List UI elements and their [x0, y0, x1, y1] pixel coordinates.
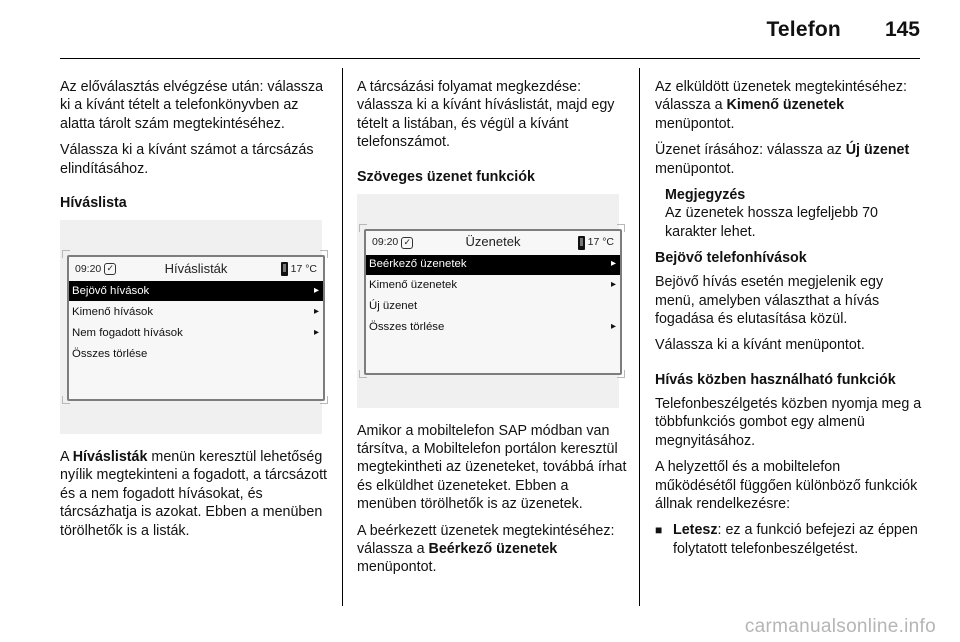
menu-item-incoming-calls[interactable]: Bejövő hívások ▸ — [69, 281, 323, 301]
paragraph: A Híváslisták menün keresztül lehetőség nyílik megtekinteni a fogadott, a tárcsázott és a nem fogadott hívásokat, és tárcsázhatja is azokat. Ebben a menüben törölhetők is a listák. — [60, 449, 328, 539]
chevron-right-icon: ▸ — [313, 284, 319, 296]
note-title: Megjegyzés — [665, 187, 746, 204]
clock: 09:20 — [372, 236, 399, 249]
heading-sms-functions: Szöveges üzenet funkciók — [357, 168, 535, 185]
display-screen — [67, 255, 325, 401]
heading-in-call-functions: Hívás közben használható funkciók — [655, 371, 896, 388]
paragraph: Amikor a mobiltelefon SAP módban van társítva, a Mobiltelefon portálon keresztül megtekintheti az üzeneteket, továbbá írhat és elküldhet üzeneteket. Ebben a menüben törölhetők is az üzenetek. — [357, 422, 627, 513]
column-1 — [60, 78, 328, 548]
chevron-right-icon: ▸ — [313, 326, 319, 338]
page-header — [766, 18, 920, 42]
screen-title: Híváslisták — [164, 260, 228, 276]
menu-item-delete-all[interactable]: Összes törlése ▸ — [366, 318, 620, 338]
paragraph: Válassza ki a kívánt számot a tárcsázás elindításához. — [60, 142, 314, 177]
paragraph: Bejövő hívás esetén megjelenik egy menü, amelyben választhat a hívás fogadása és elutasítása közül. — [655, 274, 884, 328]
column-3 — [655, 78, 925, 558]
menu-item-delete-all[interactable]: Összes törlése — [72, 347, 148, 360]
chevron-right-icon: ▸ — [610, 279, 616, 291]
menu-item-outgoing-calls[interactable]: Kimenő hívások ▸ — [69, 302, 323, 322]
paragraph: A tárcsázási folyamat megkezdése: válassza ki a kívánt híváslistát, majd egy tételt a listában, és végül a kívánt telefonszámot. — [357, 79, 615, 151]
heading-incoming-calls: Bejövő telefonhívások — [655, 250, 807, 267]
clock: 09:20 — [75, 262, 102, 275]
section-title: Telefon — [766, 18, 841, 41]
paragraph: Válassza ki a kívánt menüpontot. — [655, 337, 865, 354]
bullet-item-hang-up: ■ Letesz: ez a funkció befejezi az éppen folytatott telefonbeszélgetést. — [655, 522, 918, 557]
chevron-right-icon: ▸ — [313, 305, 319, 317]
screen-title: Üzenetek — [465, 234, 521, 250]
paragraph: Az elküldött üzenetek megtekintéséhez: válassza a Kimenő üzenetek menüpontot. — [655, 79, 907, 132]
menu-list — [366, 255, 620, 338]
heading-call-list: Híváslista — [60, 195, 127, 212]
menu-item-inbox[interactable]: Beérkező üzenetek ▸ — [366, 255, 620, 275]
paragraph: Telefonbeszélgetés közben nyomja meg a többfunkciós gombot egy almenü megnyitásához. — [655, 395, 922, 449]
menu-item-outbox[interactable]: Kimenő üzenetek ▸ — [366, 276, 620, 296]
bullet-square-icon: ■ — [655, 523, 663, 538]
watermark: carmanualsonline.info — [744, 616, 936, 637]
note-box — [655, 186, 925, 241]
paragraph: Üzenet írásához: válassza az Új üzenet menüpontot. — [655, 142, 910, 177]
screen-header — [69, 257, 323, 281]
connection-icon: ✓ — [401, 237, 413, 249]
screen-figure-call-lists — [60, 220, 322, 434]
menu-list — [69, 281, 323, 364]
phone-icon — [578, 236, 585, 250]
paragraph: Az előválasztás elvégzése után: válassza ki a kívánt tételt a telefonkönyvben az alatta tárolt szám megtekintéséhez. — [60, 79, 324, 132]
note-text: Az üzenetek hossza legfeljebb 70 karakter lehet. — [665, 205, 879, 240]
paragraph: A beérkezett üzenetek megtekintéséhez: válassza a Beérkező üzenetek menüpontot. — [357, 522, 615, 576]
connection-icon: ✓ — [104, 263, 116, 275]
temperature: 17 °C — [290, 262, 317, 275]
paragraph: A helyzettől és a mobiltelefon működésétől függően különböző funkciók állnak rendelkezésre: — [655, 459, 918, 512]
display-screen — [364, 229, 622, 375]
column-2 — [357, 78, 629, 585]
menu-item-missed-calls[interactable]: Nem fogadott hívások ▸ — [69, 323, 323, 343]
header-rule — [60, 58, 920, 59]
menu-item-new-message[interactable]: Új üzenet — [369, 300, 418, 313]
column-divider-1 — [342, 68, 343, 606]
screen-header — [366, 231, 620, 255]
phone-icon — [281, 262, 288, 276]
chevron-right-icon: ▸ — [610, 258, 616, 270]
temperature: 17 °C — [587, 236, 614, 249]
page-number: 145 — [884, 18, 920, 41]
screen-figure-messages — [357, 194, 619, 408]
column-divider-2 — [639, 68, 640, 606]
chevron-right-icon: ▸ — [610, 321, 616, 333]
